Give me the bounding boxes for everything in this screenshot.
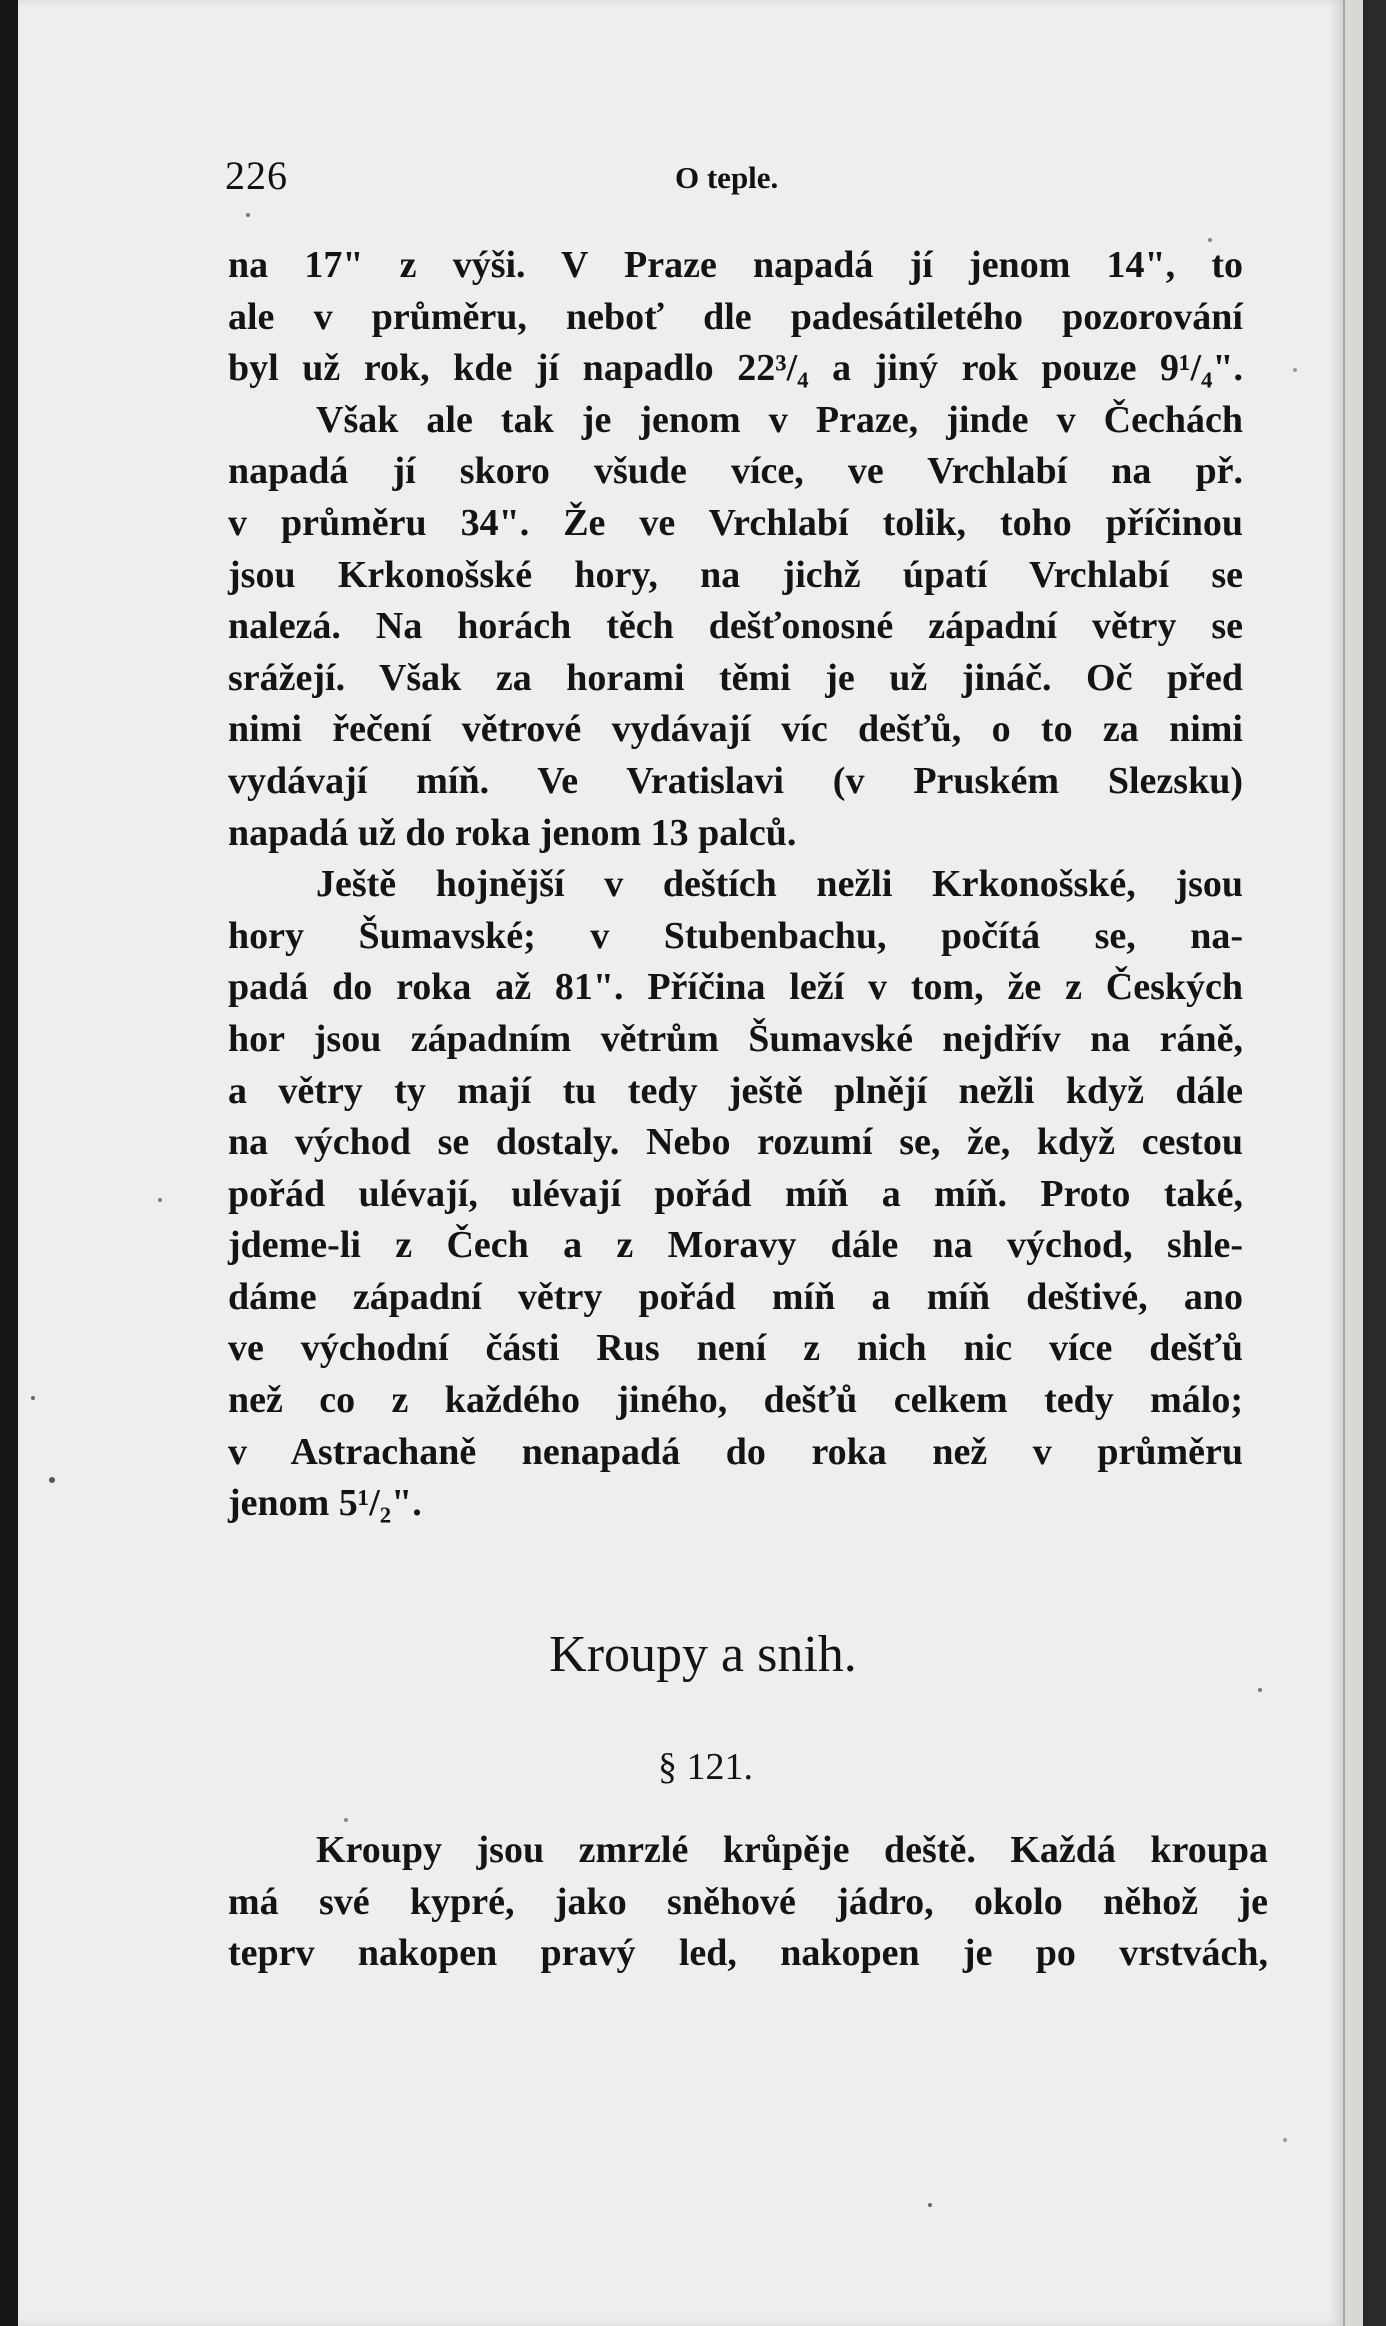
- page-number: 226: [225, 153, 288, 198]
- text-line: na východ se dostaly. Nebo rozumí se, že, když cestou: [228, 1121, 1243, 1164]
- text-line: dáme západní větry pořád míň a míň deštivé, ano: [228, 1275, 1243, 1318]
- page-header: [225, 152, 1185, 202]
- running-title: O teple.: [675, 160, 779, 195]
- text-line: než co z každého jiného, dešťů celkem tedy málo;: [228, 1379, 1243, 1422]
- text-line: hory Šumavské; v Stubenbachu, počítá se, na-: [228, 914, 1243, 957]
- text-line: jenom 5¹/₂".: [228, 1482, 422, 1525]
- text-line: na 17" z výši. V Praze napadá jí jenom 14", to: [228, 244, 1243, 286]
- text-line: v průměru 34". Že ve Vrchlabí tolik, toho příčinou: [228, 501, 1243, 544]
- text-line: padá do roka až 81". Příčina leží v tom, že z Českých: [228, 966, 1243, 1009]
- text-line: pořád ulévají, ulévají pořád míň a míň. Proto také,: [228, 1172, 1243, 1215]
- body-text: [228, 240, 1243, 1530]
- text-line: nalezá. Na horách těch dešťonosné západní větry se: [228, 605, 1243, 648]
- section-heading: Kroupy a snih.: [549, 1626, 857, 1683]
- text-line: vydávají míň. Ve Vratislavi (v Pruském Slezsku): [228, 759, 1243, 802]
- paragraph-number: § 121.: [658, 1746, 753, 1788]
- text-line: Však ale tak je jenom v Praze, jinde v Čechách: [316, 398, 1243, 441]
- section-body-text: [228, 1825, 1268, 1980]
- text-line: jsou Krkonošské hory, na jichž úpatí Vrchlabí se: [228, 553, 1243, 596]
- text-line: teprv nakopen pravý led, nakopen je po vrstvách,: [228, 1932, 1268, 1975]
- scan-border: [1363, 0, 1386, 2326]
- text-line: hor jsou západním větrům Šumavské nejdřív na ráně,: [228, 1017, 1243, 1060]
- text-line: ale v průměru, neboť dle padesátiletého pozorování: [228, 295, 1243, 338]
- text-line: napadá jí skoro všude více, ve Vrchlabí na př.: [228, 450, 1243, 493]
- text-line: Kroupy jsou zmrzlé krůpěje deště. Každá kroupa: [316, 1829, 1268, 1871]
- text-line: má své kypré, jako sněhové jádro, okolo něhož je: [228, 1880, 1268, 1923]
- text-line: nimi řečení větrové vydávají víc dešťů, o to za nimi: [228, 708, 1243, 751]
- text-line: a větry ty mají tu tedy ještě plnějí nežli když dále: [228, 1069, 1243, 1112]
- text-line: jdeme-li z Čech a z Moravy dále na východ, shle-: [228, 1224, 1243, 1267]
- text-line: byl už rok, kde jí napadlo 22³/₄ a jiný rok pouze 9¹/₄".: [228, 347, 1243, 390]
- text-line: ve východní části Rus není z nich nic více dešťů: [228, 1327, 1243, 1370]
- text-line: Ještě hojnější v deštích nežli Krkonošské, jsou: [316, 863, 1243, 906]
- text-line: srážejí. Však za horami těmi je už jináč. Oč před: [228, 656, 1243, 699]
- text-line: v Astrachaně nenapadá do roka než v průměru: [228, 1430, 1243, 1473]
- text-line: napadá už do roka jenom 13 palců.: [228, 811, 797, 854]
- page-edge: [1343, 0, 1365, 2326]
